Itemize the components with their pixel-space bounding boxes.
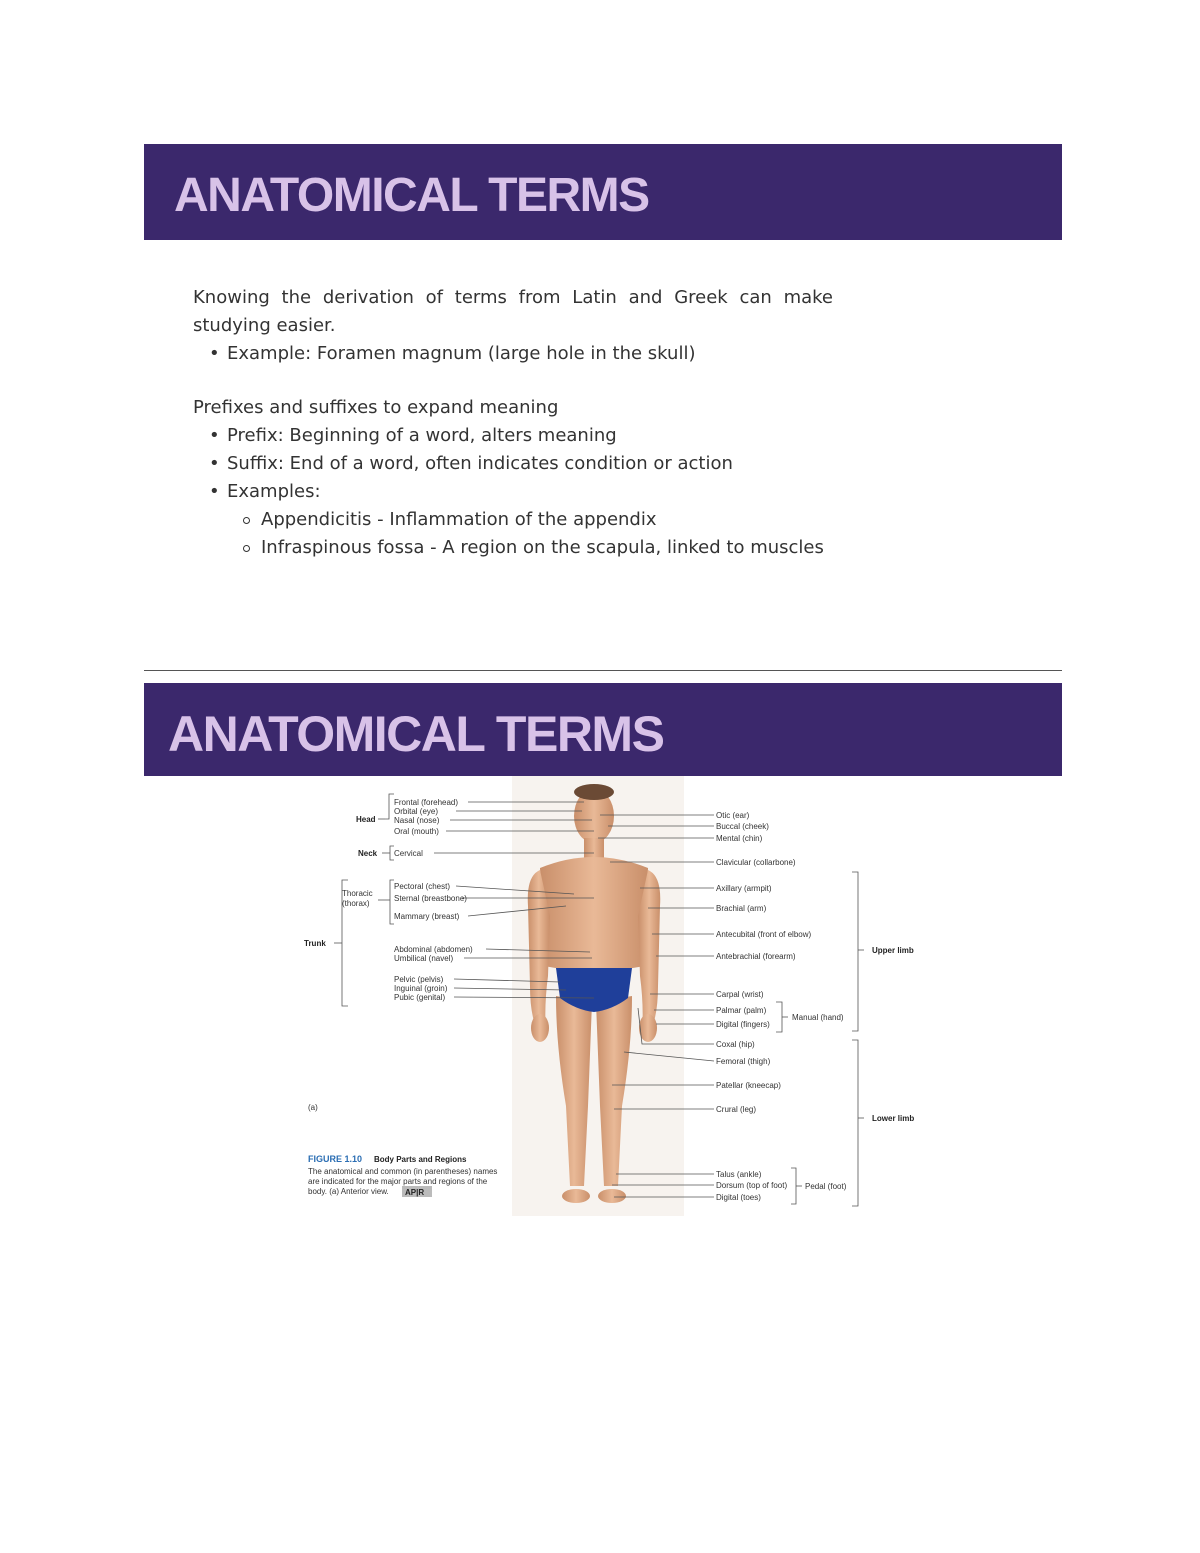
region-label: Cervical bbox=[394, 849, 423, 858]
list-item-label: Examples: bbox=[227, 481, 321, 502]
group-label: Manual (hand) bbox=[792, 1013, 844, 1022]
region-label: Femoral (thigh) bbox=[716, 1057, 771, 1066]
group-label: Neck bbox=[358, 849, 378, 858]
prefix-heading: Prefixes and suffixes to expand meaning bbox=[193, 397, 559, 418]
region-label: Otic (ear) bbox=[716, 811, 750, 820]
sub-list-item: Infraspinous fossa - A region on the scapula, linked to muscles bbox=[261, 534, 833, 562]
group-label: Lower limb bbox=[872, 1114, 915, 1123]
caption-title: FIGURE 1.10 bbox=[308, 1154, 363, 1164]
region-label: Sternal (breastbone) bbox=[394, 894, 467, 903]
region-label: Oral (mouth) bbox=[394, 827, 439, 836]
region-label: Digital (toes) bbox=[716, 1193, 761, 1202]
group-label: Head bbox=[356, 815, 376, 824]
bullet-list bbox=[193, 422, 833, 562]
region-label: Buccal (cheek) bbox=[716, 822, 769, 831]
region-label: Pelvic (pelvis) bbox=[394, 975, 444, 984]
list-item: • Prefix: Beginning of a word, alters meaning bbox=[227, 422, 833, 450]
list-item: • Suffix: End of a word, often indicates condition or action bbox=[227, 450, 833, 478]
region-label: Clavicular (collarbone) bbox=[716, 858, 796, 867]
page-title: ANATOMICAL TERMS bbox=[168, 706, 664, 762]
title-banner bbox=[144, 683, 1062, 776]
region-label: Frontal (forehead) bbox=[394, 798, 459, 807]
region-label: Axillary (armpit) bbox=[716, 884, 772, 893]
region-label: Umbilical (navel) bbox=[394, 954, 454, 963]
region-label: Mammary (breast) bbox=[394, 912, 460, 921]
region-label: Nasal (nose) bbox=[394, 816, 440, 825]
hair bbox=[574, 784, 614, 800]
group-label: Upper limb bbox=[872, 946, 914, 955]
region-label: Dorsum (top of foot) bbox=[716, 1181, 788, 1190]
page-title: ANATOMICAL TERMS bbox=[174, 169, 649, 222]
caption-line: are indicated for the major parts and regions of the bbox=[308, 1177, 488, 1186]
page-divider bbox=[144, 670, 1062, 671]
caption-line: body. (a) Anterior view. bbox=[308, 1187, 389, 1196]
region-label: Patellar (kneecap) bbox=[716, 1081, 781, 1090]
region-label: Antecubital (front of elbow) bbox=[716, 930, 812, 939]
region-label: Talus (ankle) bbox=[716, 1170, 762, 1179]
sub-list bbox=[227, 506, 833, 562]
region-label: Brachial (arm) bbox=[716, 904, 767, 913]
list-item: • Example: Foramen magnum (large hole in the skull) bbox=[227, 340, 833, 368]
group-label: Trunk bbox=[304, 939, 326, 948]
region-label: Digital (fingers) bbox=[716, 1020, 770, 1029]
region-label: Inguinal (groin) bbox=[394, 984, 448, 993]
intro-paragraph: Knowing the derivation of terms from Latin and Greek can make studying easier. bbox=[193, 287, 833, 336]
region-label: Antebrachial (forearm) bbox=[716, 952, 796, 961]
caption-subtitle: Body Parts and Regions bbox=[374, 1155, 467, 1164]
region-label: Crural (leg) bbox=[716, 1105, 757, 1114]
region-label: Pubic (genital) bbox=[394, 993, 446, 1002]
panel-label: (a) bbox=[308, 1103, 318, 1112]
region-label: Coxal (hip) bbox=[716, 1040, 755, 1049]
sub-list-item: Appendicitis - Inflammation of the appendix bbox=[261, 506, 833, 534]
region-label: Orbital (eye) bbox=[394, 807, 439, 816]
region-label: Mental (chin) bbox=[716, 834, 763, 843]
text-content bbox=[193, 284, 833, 562]
caption-line: The anatomical and common (in parentheses) names bbox=[308, 1167, 498, 1176]
region-label: Palmar (palm) bbox=[716, 1006, 767, 1015]
list-item bbox=[227, 478, 833, 562]
apr-badge-label: AP|R bbox=[405, 1188, 425, 1197]
body-regions-figure bbox=[294, 776, 950, 1216]
region-label: Abdominal (abdomen) bbox=[394, 945, 473, 954]
group-label: Thoracic (thorax) bbox=[342, 889, 373, 908]
group-label: Pedal (foot) bbox=[805, 1182, 847, 1191]
region-label: Carpal (wrist) bbox=[716, 990, 764, 999]
title-banner bbox=[144, 144, 1062, 240]
example-list bbox=[193, 340, 833, 368]
region-label: Pectoral (chest) bbox=[394, 882, 451, 891]
